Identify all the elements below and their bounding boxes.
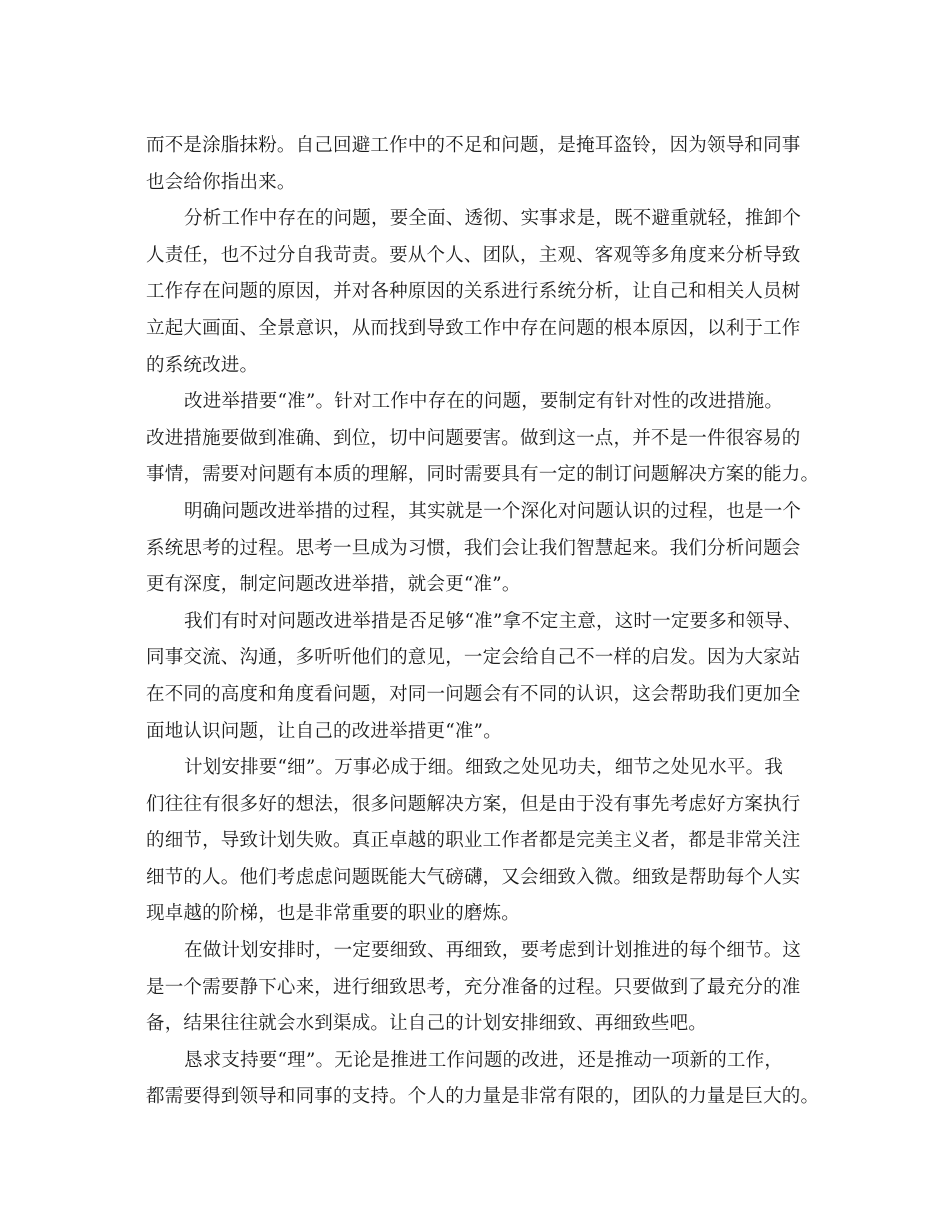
- text-line: 而不是涂脂抹粉。自己回避工作中的不足和问题，是掩耳盗铃，因为领导和同事: [146, 135, 801, 156]
- text-line: 改进措施要做到准确、到位，切中问题要害。做到这一点，并不是一件很容易的: [146, 427, 801, 449]
- text-line: 细节的人。他们考虑虑问题既能大气磅礴，又会细致入微。细致是帮助每个人实: [146, 866, 801, 888]
- text-line: 明确问题改进举措的过程，其实就是一个深化对问题认识的过程，也是一个: [184, 500, 802, 522]
- text-line: 的系统改进。: [146, 354, 259, 376]
- text-line: 系统思考的过程。思考一旦成为习惯，我们会让我们智慧起来。我们分析问题会: [146, 537, 801, 559]
- text-line: 在不同的高度和角度看问题，对同一问题会有不同的认识，这会帮助我们更加全: [146, 683, 801, 705]
- text-line: 的细节，导致计划失败。真正卓越的职业工作者都是完美主义者，都是非常关注: [146, 830, 801, 852]
- text-line: 事情，需要对问题有本质的理解，同时需要具有一定的制订问题解决方案的能力。: [146, 464, 820, 486]
- text-line: 都需要得到领导和同事的支持。个人的力量是非常有限的，团队的力量是巨大的。: [146, 1086, 820, 1108]
- text-line: 在做计划安排时，一定要细致、再细致，要考虑到计划推进的每个细节。这: [184, 940, 802, 962]
- text-line: 人责任，也不过分自我苛责。要从个人、团队，主观、客观等多角度来分析导致: [146, 244, 801, 266]
- document-body: [146, 128, 820, 1116]
- text-line: 计划安排要“细”。万事必成于细。细致之处见功夫，细节之处见水平。我: [184, 757, 784, 779]
- text-line: 同事交流、沟通，多听听他们的意见，一定会给自己不一样的启发。因为大家站: [146, 647, 801, 669]
- text-line: 是一个需要静下心来，进行细致思考，充分准备的过程。只要做到了最充分的准: [146, 976, 801, 998]
- text-line: 面地认识问题，让自己的改进举措更“准”。: [146, 720, 502, 742]
- text-line: 现卓越的阶梯，也是非常重要的职业的磨炼。: [146, 903, 521, 925]
- text-line: 恳求支持要“理”。无论是推进工作问题的改进，还是推动一项新的工作，: [184, 1049, 784, 1071]
- text-line: 备，结果往往就会水到渠成。让自己的计划安排细致、再细致些吧。: [146, 1013, 708, 1035]
- text-line: 们往往有很多好的想法，很多问题解决方案，但是由于没有事先考虑好方案执行: [146, 793, 801, 815]
- text-line: 立起大画面、全景意识，从而找到导致工作中存在问题的根本原因，以利于工作: [146, 317, 801, 339]
- text-line: 工作存在问题的原因，并对各种原因的关系进行系统分析，让自己和相关人员树: [146, 281, 801, 303]
- text-line: 改进举措要“准”。针对工作中存在的问题，要制定有针对性的改进措施。: [184, 391, 784, 413]
- text-line: 也会给你指出来。: [146, 171, 296, 193]
- text-line: 分析工作中存在的问题，要全面、透彻、实事求是，既不避重就轻，推卸个: [184, 208, 802, 230]
- text-line: 更有深度，制定问题改进举措，就会更“准”。: [146, 574, 521, 596]
- text-line: 我们有时对问题改进举措是否足够“准”拿不定主意，这时一定要多和领导、: [184, 610, 802, 632]
